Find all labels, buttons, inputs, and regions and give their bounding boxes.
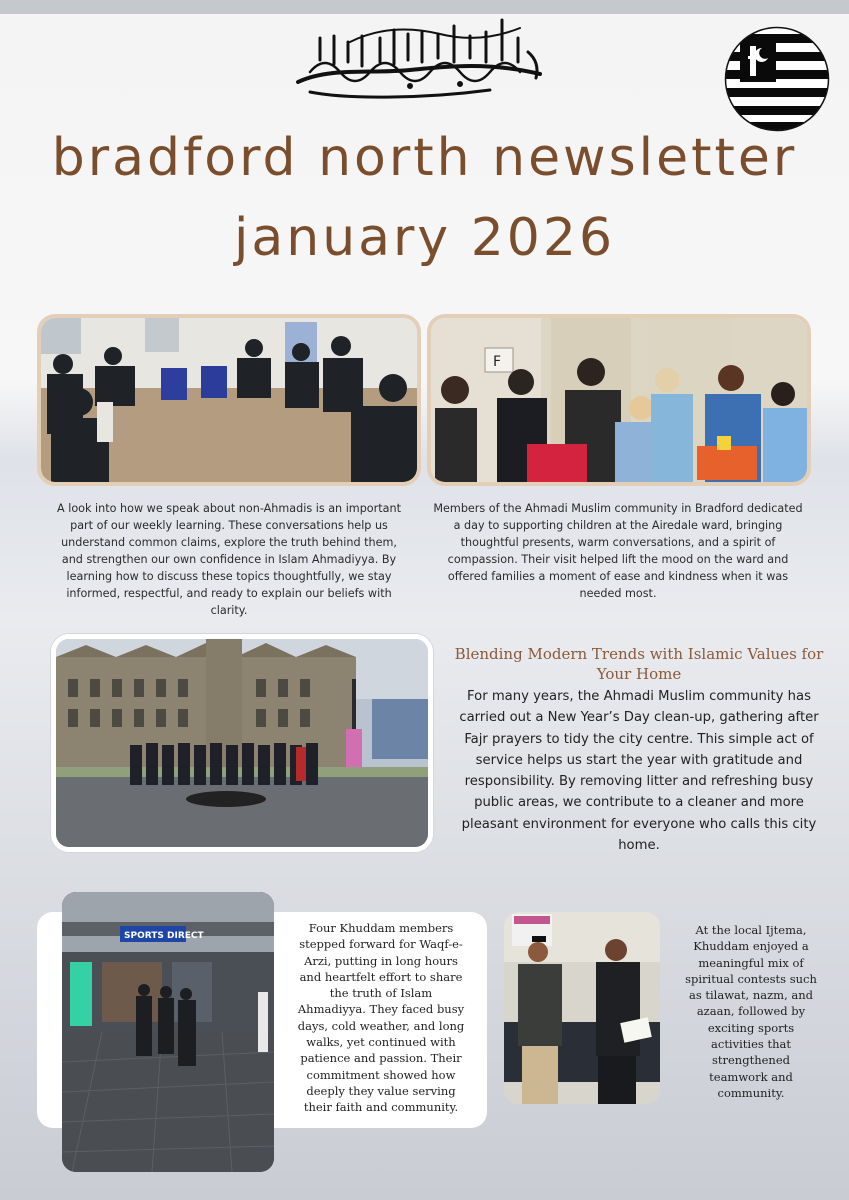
ijtema-text: At the local Ijtema, Khuddam enjoyed a meaningful mix of spiritual contests such as tilawat, nazm, and azaan, followed by exciting sports activities that strengthened teamwork and community. bbox=[685, 923, 817, 1100]
sports-direct-photo bbox=[62, 892, 274, 1172]
store-sign: SPORTS DIRECT bbox=[124, 931, 204, 941]
bismillah-calligraphy bbox=[290, 12, 552, 104]
newsletter-title: bradford north newsletter bbox=[51, 128, 798, 188]
door-sign-letter: F bbox=[493, 354, 502, 370]
weekly-learning-caption: A look into how we speak about non-Ahmadis is an important part of our weekly learning. These conversations help us understand common claims, explore the truth behind them, and strengthen our own confidence in Islam Ahmadiyya. By learning how to discuss these topics thoughtfully, we stay informed, respectful, and ready to explain our beliefs with clarity. bbox=[57, 502, 401, 617]
city-hall-cleanup-photo bbox=[51, 634, 433, 852]
airedale-ward-caption: Members of the Ahmadi Muslim community in Bradford dedicated a day to supporting children at the Airedale ward, bringing thoughtful presents, warm conversations, and a spirit of compassion. Their visit helped lift the mood on the ward and offered families a moment of ease and kindness when it was needed most. bbox=[433, 502, 803, 600]
ijtema-photo bbox=[504, 912, 660, 1104]
waqf-e-arzi-text: Four Khuddam members stepped forward for Waqf-e-Arzi, putting in long hours and heartfelt effort to share the truth of Islam Ahmadiyya. They faced busy days, cold weather, and long walks, yet continued with patience and passion. Their commitment showed how deeply they value serving their faith and community. bbox=[297, 921, 465, 1115]
weekly-learning-photo bbox=[37, 314, 421, 486]
cleanup-heading: Blending Modern Trends with Islamic Values for Your Home bbox=[454, 645, 824, 683]
cleanup-body: For many years, the Ahmadi Muslim community has carried out a New Year’s Day clean-up, gathering after Fajr prayers to tidy the city centre. This simple act of service helps us start the year with gratitude and responsibility. By removing litter and refreshing busy public areas, we contribute to a cleaner and more pleasant environment for everyone who calls this city home. bbox=[459, 689, 819, 854]
airedale-ward-photo bbox=[427, 314, 811, 486]
ahmadiyya-flag-logo bbox=[724, 26, 830, 132]
newsletter-date: january 2026 bbox=[233, 208, 616, 268]
